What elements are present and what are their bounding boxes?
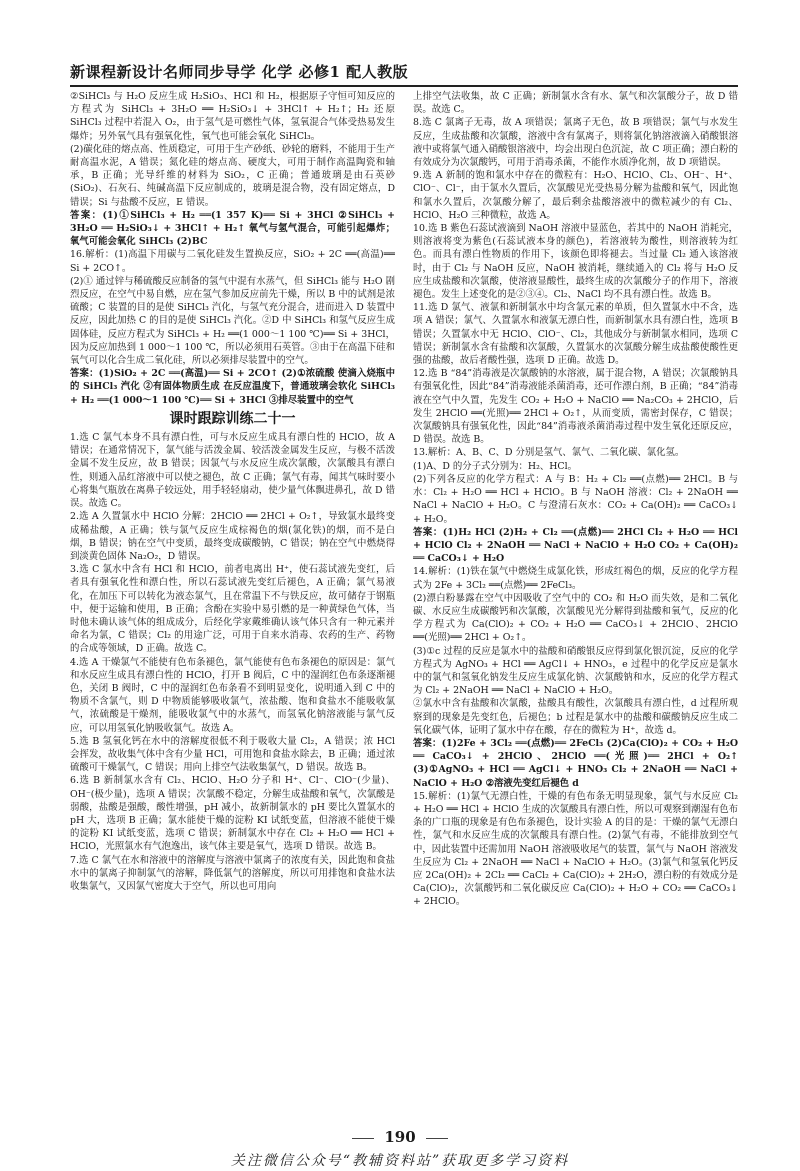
- left-q2: 2.选 A 久置氯水中 HClO 分解：2HClO ══ 2HCl + O₂↑，导致氯水最终变成稀盐酸，A 正确；铁与氯气反应生成棕褐色的烟(氯化铁)的烟，而不是白烟，B 错误；钠在空气中变质，最终变成碳酸钠，C 错误；钠在空气中燃烧得到淡黄色固体 Na₂O₂，D 错误。: [70, 511, 395, 562]
- left-q4: 4.选 A 干燥氯气不能使有色布条褪色，氯气能使有色布条褪色的原因是：氯气和水反应生成具有漂白性的 HClO，打开 B 阀后，C 中的湿润红色布条逐渐褪色，关闭 B 阀时，C 中的湿润红色布条看不到明显变化，说明通入到 C 中的物质不含氯气，则 D 中物质能够吸收氯气，浓盐酸、饱和食盐水不能吸收氯气，浓硫酸是干燥剂，能吸收氯气中的水蒸气，而氢氧化钠溶液能与氯气反应，可以用氢氧化钠吸收氯气。故选 A。: [70, 656, 395, 734]
- left-q3: 3.选 C 氯水中含有 HCl 和 HClO，前者电离出 H⁺，使石蕊试液先变红，后者具有强氧化性和漂白性，所以石蕊试液先变红后褪色，A 正确；氯气易液化，在加压下可以转化为液态氯气，且在常温下不与铁反应，故可储存于钢瓶中，便于运输和使用，B 正确；含酚在实验中易引燃的是一种黄绿色气体，当时他未确认该气体的组成成分，后经化学家戴维确认该气体只含有一种元素并命名为氯，C 错误；Cl₂ 的用途广泛，可用于自来水消毒、农药的生产、药物的合成等领域，D 正确。故选 C。: [70, 564, 395, 655]
- left-answer-15: 答案：(1)①SiHCl₃ + H₂ ══(1 357 K)══ Si + 3HCl ②SiHCl₃ + 3H₂O ══ H₂SiO₃↓ + 3HCl↑ + H₂↑ 氧气与氢气混合，可能引起爆炸；氧气可能会氧化 SiHCl₃ (2)BC: [70, 209, 395, 248]
- left-q6: 6.选 B 新制氯水含有 Cl₂、HClO、H₂O 分子和 H⁺、Cl⁻、ClO⁻(少量)、OH⁻(极少量)，选项 A 错误；次氯酸不稳定，分解生成盐酸和氧气，次氯酸是弱酸，盐酸是强酸，酸性增强，pH 减小，故新制氯水的 pH 要比久置氯水的 pH 大，选项 B 正确；氯水能使干燥的淀粉 KI 试纸变蓝，但溶液不能使干燥的淀粉 KI 试纸变蓝，选项 C 错误；新制氯水中存在 Cl₂ + H₂O ══ HCl + HClO，光照氯水有气泡逸出，该气体主要是氧气，选项 D 错误。故选 B。: [70, 775, 395, 853]
- left-para-16: 16.解析：(1)高温下用碳与二氧化硅发生置换反应，SiO₂ + 2C ══(高温)══ Si + 2CO↑。: [70, 249, 395, 274]
- footer-note: 关注微信公众号“教辅资料站”获取更多学习资料: [230, 1153, 570, 1169]
- two-column-body: [70, 90, 738, 1120]
- right-q8: 8.选 C 氯离子无毒，故 A 项错误；氯离子无色，故 B 项错误；氯气与水发生反应，生成盐酸和次氯酸，溶液中含有氯离子，则将氯化钠溶液滴入硝酸银溶液中或将氯气通入硝酸银溶液中，均会出现白色沉淀，故 C 项正确；漂白粉的有效成分为次氯酸钙，可用于消毒杀菌，不能作水质净化剂，故 D 项错误。: [413, 117, 738, 169]
- left-q7: 7.选 C 氯气在水和溶液中的溶解度与溶液中氯离子的浓度有关，因此饱和食盐水中的氯离子抑制氯气的溶解，降低氯气的溶解度，所以可用排饱和食盐水法收集氯气，又因氯气密度大于空气，所以也可用向: [70, 854, 395, 892]
- left-q1: 1.选 C 氯气本身不具有漂白性，可与水反应生成具有漂白性的 HClO，故 A 错误；在通常情况下，氯气能与活泼金属、较活泼金属发生反应，与极不活泼金属不发生反应，故 B 错误；因氯气与水反应生成次氯酸，次氯酸具有漂白性，则通入品红溶液中可以使之褪色，故 C 正确；氯气有毒，闻其气味时要小心将集气瓶放在离鼻子较远处，用手轻轻扇动，使少量气体飘进鼻孔，故 D 错误。故选 C。: [70, 432, 395, 510]
- right-q15: 15.解析：(1)氯气无漂白性，干燥的有色布条无明显现象，氯气与水反应 Cl₂ + H₂O ══ HCl + HClO 生成的次氯酸具有漂白性，所以可观察到潮湿有色布条的广口瓶的现象是有色布条褪色，设计实验 A 的目的是：干燥的氯气无漂白性，氯气和水反应生成的次氯酸具有漂白性。(2)氯气有毒，不能排放到空气中，因此装置中还需加用 NaOH 溶液吸收尾气的装置，氯气与 NaOH 溶液发生反应为 Cl₂ + 2NaOH ══ NaCl + NaClO + H₂O。(3)氯气和氢氧化钙反应 2Ca(OH)₂ + 2Cl₂ ══ CaCl₂ + Ca(ClO)₂ + 2H₂O，漂白粉的有效成分是 Ca(ClO)₂，次氯酸钙和二氧化碳反应 Ca(ClO)₂ + H₂O + CO₂ ══ CaCO₃↓ + 2HClO。: [413, 790, 738, 908]
- right-q14-2: (2)漂白粉暴露在空气中因吸收了空气中的 CO₂ 和 H₂O 而失效，是和二氧化碳、水反应生成碳酸钙和次氯酸，次氯酸见光分解得到盐酸和氧气，反应的化学方程式为 Ca(ClO)₂ + CO₂ + H₂O ══ CaCO₃↓ + 2HClO、2HClO ══(光照)══ 2HCl + O₂↑。: [413, 592, 738, 644]
- left-q5: 5.选 B 氢氧化钙在水中的溶解度很低不利于吸收大量 Cl₂，A 错误；浓 HCl 会挥发，故收集气体中含有少量 HCl，可用饱和食盐水除去，B 正确；通过浓硫酸可干燥氯气，C 错误；用向上排空气法收集氯气，D 错误。故选 B。: [70, 735, 395, 774]
- left-para-1: ②SiHCl₃ 与 H₂O 反应生成 H₂SiO₃、HCl 和 H₂，根据原子守恒可知反应的方程式为 SiHCl₃ + 3H₂O ══ H₂SiO₃↓ + 3HCl↑ + H₂↑；H₂ 还原 SiHCl₃ 过程中若混入 O₂，由于氢气是可燃性气体，氢氧混合气体受热易发生爆炸；另外氧气具有强氧化性，氧气也可能会氧化 SiHCl₃。: [70, 91, 395, 142]
- right-q12: 12.选 B “84”消毒液是次氯酸钠的水溶液，属于混合物，A 错误；次氯酸钠具有强氧化性，因此“84”消毒液能杀菌消毒，还可作漂白剂，B 正确；“84”消毒液在空气中久置，先发生 CO₂ + H₂O + NaClO ══ Na₂CO₃ + 2HClO，后发生 2HClO ══(光照)══ 2HCl + O₂↑，从而变质，需密封保存，C 错误；次氯酸钠具有强氧化性，因此“84”消毒液杀菌消毒过程中发生氧化还原反应，D 错误。故选 B。: [413, 368, 738, 446]
- right-q14-3: (3)①c 过程的反应是氯水中的盐酸和硝酸银反应得到氯化银沉淀，反应的化学方程式为 AgNO₃ + HCl ══ AgCl↓ + HNO₃，e 过程中的化学反应是氯水中的氯气和氢氧化钠发生反应生成氯化钠、次氯酸钠和水，反应的化学方程式为 Cl₂ + 2NaOH ══ NaCl + NaClO + H₂O。: [413, 645, 738, 697]
- right-answer-13: 答案：(1)H₂ HCl (2)H₂ + Cl₂ ══(点燃)══ 2HCl Cl₂ + H₂O ══ HCl + HClO Cl₂ + 2NaOH ══ NaCl + NaClO + H₂O CO₂ + Ca(OH)₂ ══ CaCO₃↓ + H₂O: [413, 526, 738, 565]
- right-q11: 11.选 D 氯气、液氯和新制氯水中均含氯元素的单质，但久置氯水中不含，选项 A 错误；氯气、久置氯水和液氯无漂白性，而新制氯水具有漂白性，选项 B 错误；久置氯水中无 HClO、ClO⁻、Cl₂，其他成分与新制氯水相同，选项 C 错误；新制氯水含有盐酸和次氯酸，久置氯水的次氯酸分解生成盐酸使酸性更强的盐酸，故后者酸性强，选项 D 正确。故选 D。: [413, 302, 738, 367]
- left-para-2: (2)碳化硅的熔点高、性质稳定，可用于生产砂纸、砂轮的磨料，不能用于生产耐高温水泥，A 错误；氮化硅的熔点高、硬度大，可用于制作高温陶瓷和轴承，B 正确；光导纤维的材料为 SiO₂，C 正确；普通玻璃是由石英砂(SiO₂)、石灰石、纯碱高温下反应制成的，玻璃是混合物，没有固定熔点，D 错误；Si 与盐酸不反应，E 错误。: [70, 143, 395, 208]
- right-q10: 10.选 B 紫色石蕊试液滴到 NaOH 溶液中显蓝色，若其中的 NaOH 消耗完，则溶液将变为紫色(石蕊试液本身的颜色)，若溶液转为酸性，则溶液转为红色。而具有漂白性物质的作用下，该颜色即将褪去。当过量 Cl₂ 通入该溶液时，由于 Cl₂ 与 NaOH 反应，NaOH 被消耗，继续通入的 Cl₂ 将与 H₂O 反应生成盐酸和次氯酸，使溶液显酸性，最终生成的次氯酸分子的作用下，溶液褪色。发生上述变化的是②③④。Cl₂、NaCl 均不具有漂白性。故选 B。: [413, 223, 738, 301]
- right-q14-4: ②氯水中含有盐酸和次氯酸，盐酸具有酸性，次氯酸具有漂白性，d 过程所观察到的现象是先变红色，后褪色；b 过程是氯水中的盐酸和碳酸钠反应生成二氧化碳气体，证明了氯水中存在酸，存在的微粒为 H⁺，故选 d。: [413, 698, 738, 736]
- right-para-1: 上排空气法收集，故 C 正确；新制氯水含有水、氯气和次氯酸分子，故 D 错误。故选 C。: [413, 91, 738, 116]
- right-column: [413, 90, 738, 1120]
- section-title: 课时跟踪训练二十一: [169, 410, 296, 427]
- right-q13-2: (2)下列各反应的化学方程式：A 与 B：H₂ + Cl₂ ══(点燃)══ 2HCl。B 与水：Cl₂ + H₂O ══ HCl + HClO。B 与 NaOH 溶液：Cl₂ + 2NaOH ══ NaCl + NaClO + H₂O。C 与澄清石灰水：CO₂ + Ca(OH)₂ ══ CaCO₃↓ + H₂O。: [413, 473, 738, 525]
- left-column: [70, 90, 395, 1120]
- page-header: [70, 48, 738, 87]
- book-title: 新课程新设计名师同步导学 化学 必修1 配人教版: [70, 63, 409, 81]
- right-q9: 9.选 A 新制的饱和氯水中存在的微粒有：H₂O、HClO、Cl₂、OH⁻、H⁺、ClO⁻、Cl⁻，由于氯水久置后，次氯酸见光受热易分解为盐酸和氧气，因此饱和氯水久置后，次氯酸分解了，最后剩余盐酸溶液中的微粒减少的有 Cl₂、HClO、H₂O 三种微粒，故选 A。: [413, 170, 738, 221]
- left-answer-16: 答案：(1)SiO₂ + 2C ══(高温)══ Si + 2CO↑ (2)①浓硫酸 使滴入烧瓶中的 SiHCl₃ 汽化 ②有固体物质生成 在反应温度下，普通玻璃会软化 SiHCl₃ + H₂ ══(1 000～1 100 ℃)══ Si + 3HCl ③排尽装置中的空气: [70, 368, 395, 406]
- right-answer-14: 答案：(1)2Fe + 3Cl₂ ══(点燃)══ 2FeCl₃ (2)Ca(ClO)₂ + CO₂ + H₂O ══ CaCO₃↓ + 2HClO、2HClO ══(光照)══ 2HCl + O₂↑ (3)①AgNO₃ + HCl ══ AgCl↓ + HNO₃ Cl₂ + 2NaOH ══ NaCl + NaClO + H₂O ②溶液先变红后褪色 d: [413, 737, 738, 789]
- left-para-16-2: (2)① 通过锌与稀硫酸反应制备的氢气中混有水蒸气，但 SiHCl₃ 能与 H₂O 剧烈反应，在空气中易自燃，应在氢气参加反应前先干燥，所以 B 中的试剂是浓硫酸；C 装置的目的是使 SiHCl₃ 汽化，与氢气充分混合，进而进入 D 装置中反应，因此加热 C 的目的是使 SiHCl₃ 汽化。②D 中 SiHCl₃ 和氢气反应生成固体硅，反应方程式为 SiHCl₃ + H₂ ══(1 000～1 100 ℃)══ Si + 3HCl，因为反应加热到 1 000～1 100 ℃，所以必须用石英管。③由于在高温下硅和氧气可以化合生成二氧化硅，所以必须排尽装置中的空气。: [70, 275, 395, 367]
- page-number-dash-right: [426, 1138, 448, 1139]
- page-number: [0, 1128, 800, 1146]
- right-q13-1: (1)A、D 的分子式分别为：H₂、HCl。: [413, 460, 577, 472]
- page-number-dash-left: [352, 1138, 374, 1139]
- right-q13: 13.解析：A、B、C、D 分别是氢气、氯气、二氧化碳、氯化氢。: [413, 447, 685, 459]
- right-q14: 14.解析：(1)铁在氯气中燃烧生成氯化铁，形成红褐色的烟，反应的化学方程式为 2Fe + 3Cl₂ ══(点燃)══ 2FeCl₃。: [413, 566, 738, 591]
- page-number-text: 190: [384, 1128, 416, 1146]
